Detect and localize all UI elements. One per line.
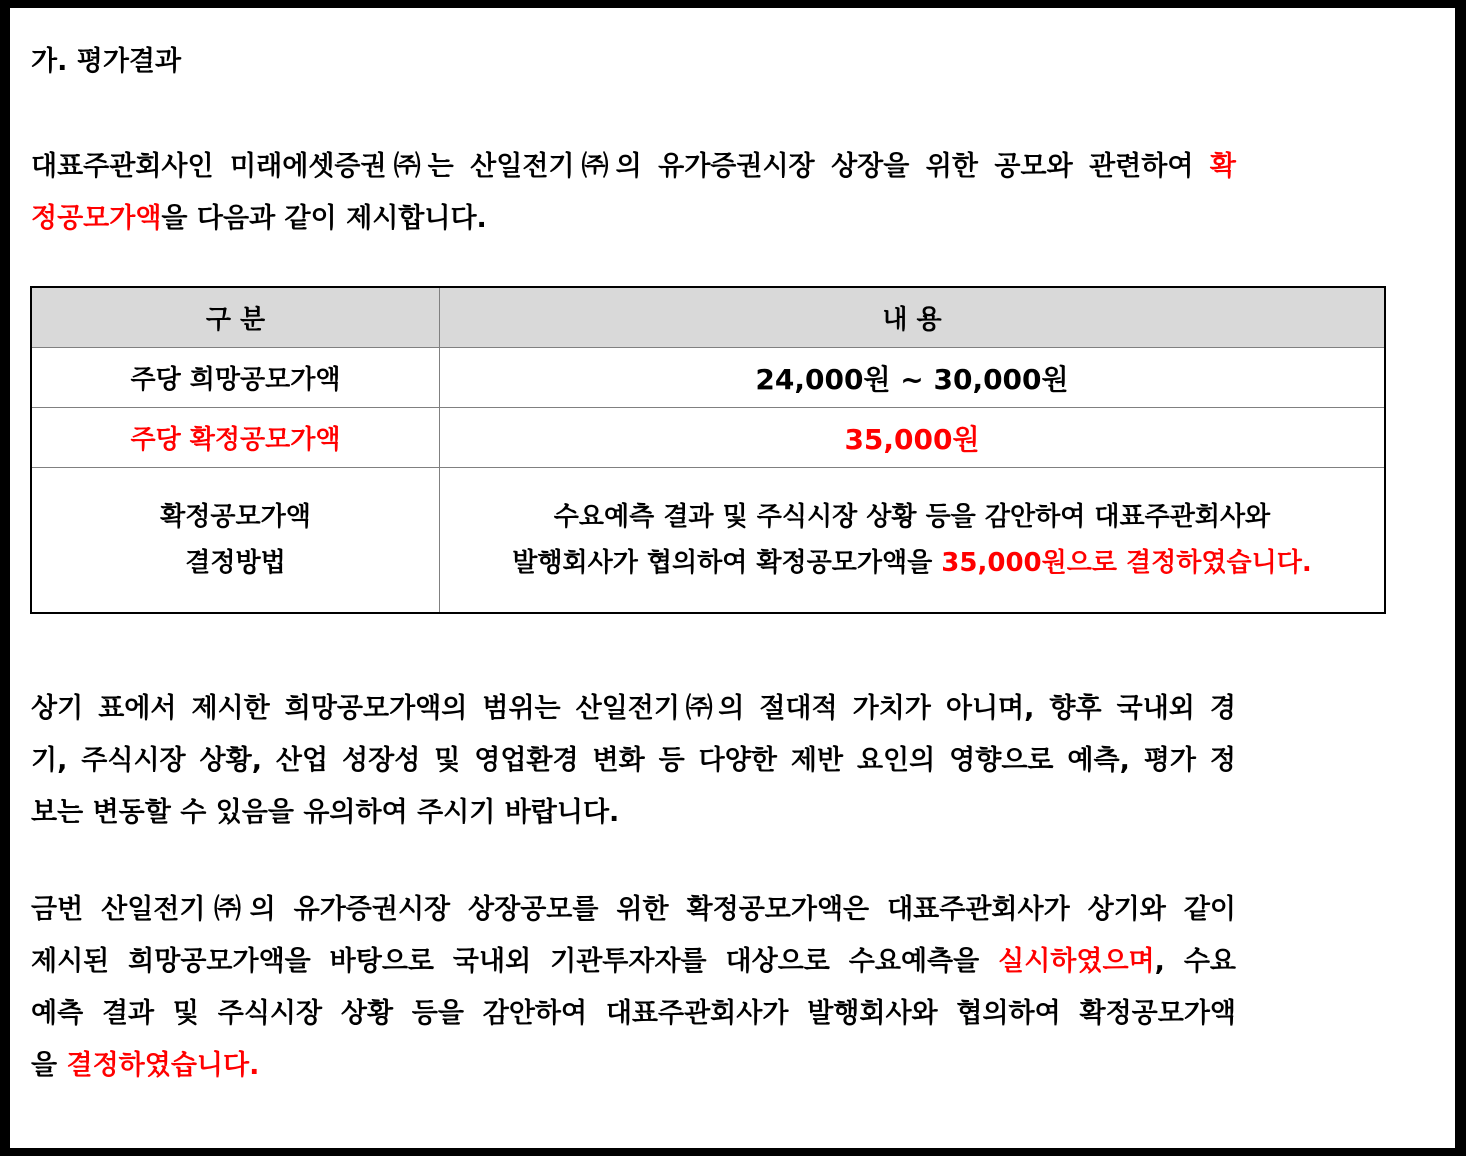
decision-text-4a: 을 xyxy=(31,1050,58,1081)
decision-line-1: 금번 산일전기㈜의 유가증권시장 상장공모를 위한 확정공모가액은 대표주관회사가 상기와 같이 xyxy=(31,894,1236,925)
decision-highlight-1: 실시하였으며 xyxy=(998,946,1155,977)
row-desired-price-label: 주당 희망공모가액 xyxy=(31,348,440,408)
row-method-label xyxy=(31,468,440,614)
method-label-line-2: 결정방법 xyxy=(185,548,286,578)
intro-highlight-2: 정공모가액 xyxy=(31,203,162,234)
disclaimer-line-1: 상기 표에서 제시한 희망공모가액의 범위는 산일전기㈜의 절대적 가치가 아니며, 향후 국내외 경 xyxy=(31,693,1236,724)
row-method-value xyxy=(440,468,1386,614)
header-category: 구 분 xyxy=(31,287,440,348)
intro-text-1: 대표주관회사인 미래에셋증권㈜는 산일전기㈜의 유가증권시장 상장을 위한 공모와 관련하여 xyxy=(31,151,1194,182)
table-row xyxy=(31,468,1385,614)
disclaimer-line-3: 보는 변동할 수 있음을 유의하여 주시기 바랍니다. xyxy=(31,797,620,828)
decision-line-3: 예측 결과 및 주식시장 상황 등을 감안하여 대표주관회사가 발행회사와 협의하여 확정공모가액 xyxy=(31,998,1236,1029)
table-row xyxy=(31,408,1385,468)
document-page xyxy=(10,8,1455,1148)
disclaimer-line-2: 기, 주식시장 상황, 산업 성장성 및 영업환경 변화 등 다양한 제반 요인의 영향으로 예측, 평가 정 xyxy=(31,745,1236,776)
intro-line-1 xyxy=(31,141,1236,193)
method-value-text: 발행회사가 협의하여 확정공모가액을 xyxy=(512,548,933,578)
decision-highlight-2: 결정하였습니다. xyxy=(66,1050,260,1081)
method-value-highlight: 35,000원으로 결정하였습니다. xyxy=(941,548,1312,578)
header-content: 내 용 xyxy=(440,287,1386,348)
intro-highlight-1: 확 xyxy=(1209,151,1236,182)
offering-price-table xyxy=(30,286,1386,614)
decision-text-2a: 제시된 희망공모가액을 바탕으로 국내외 기관투자자를 대상으로 수요예측을 xyxy=(31,946,980,977)
decision-line-4 xyxy=(31,1040,1236,1092)
row-final-price-value: 35,000원 xyxy=(440,408,1386,468)
intro-line-2 xyxy=(31,193,1236,245)
row-final-price-label: 주당 확정공모가액 xyxy=(31,408,440,468)
decision-paragraph xyxy=(31,884,1236,1092)
table-row xyxy=(31,348,1385,408)
method-label-line-1: 확정공모가액 xyxy=(160,502,311,532)
intro-text-2: 을 다음과 같이 제시합니다. xyxy=(161,203,487,234)
intro-paragraph xyxy=(31,141,1236,245)
decision-text-2b: , 수요 xyxy=(1154,946,1236,977)
section-heading: 가. 평가결과 xyxy=(31,46,182,77)
method-value-line-1: 수요예측 결과 및 주식시장 상황 등을 감안하여 대표주관회사와 xyxy=(553,502,1271,532)
method-value-line-2 xyxy=(440,540,1384,586)
table-header-row xyxy=(31,287,1385,348)
row-desired-price-value: 24,000원 ~ 30,000원 xyxy=(440,348,1386,408)
disclaimer-paragraph xyxy=(31,683,1236,839)
decision-line-2 xyxy=(31,936,1236,988)
